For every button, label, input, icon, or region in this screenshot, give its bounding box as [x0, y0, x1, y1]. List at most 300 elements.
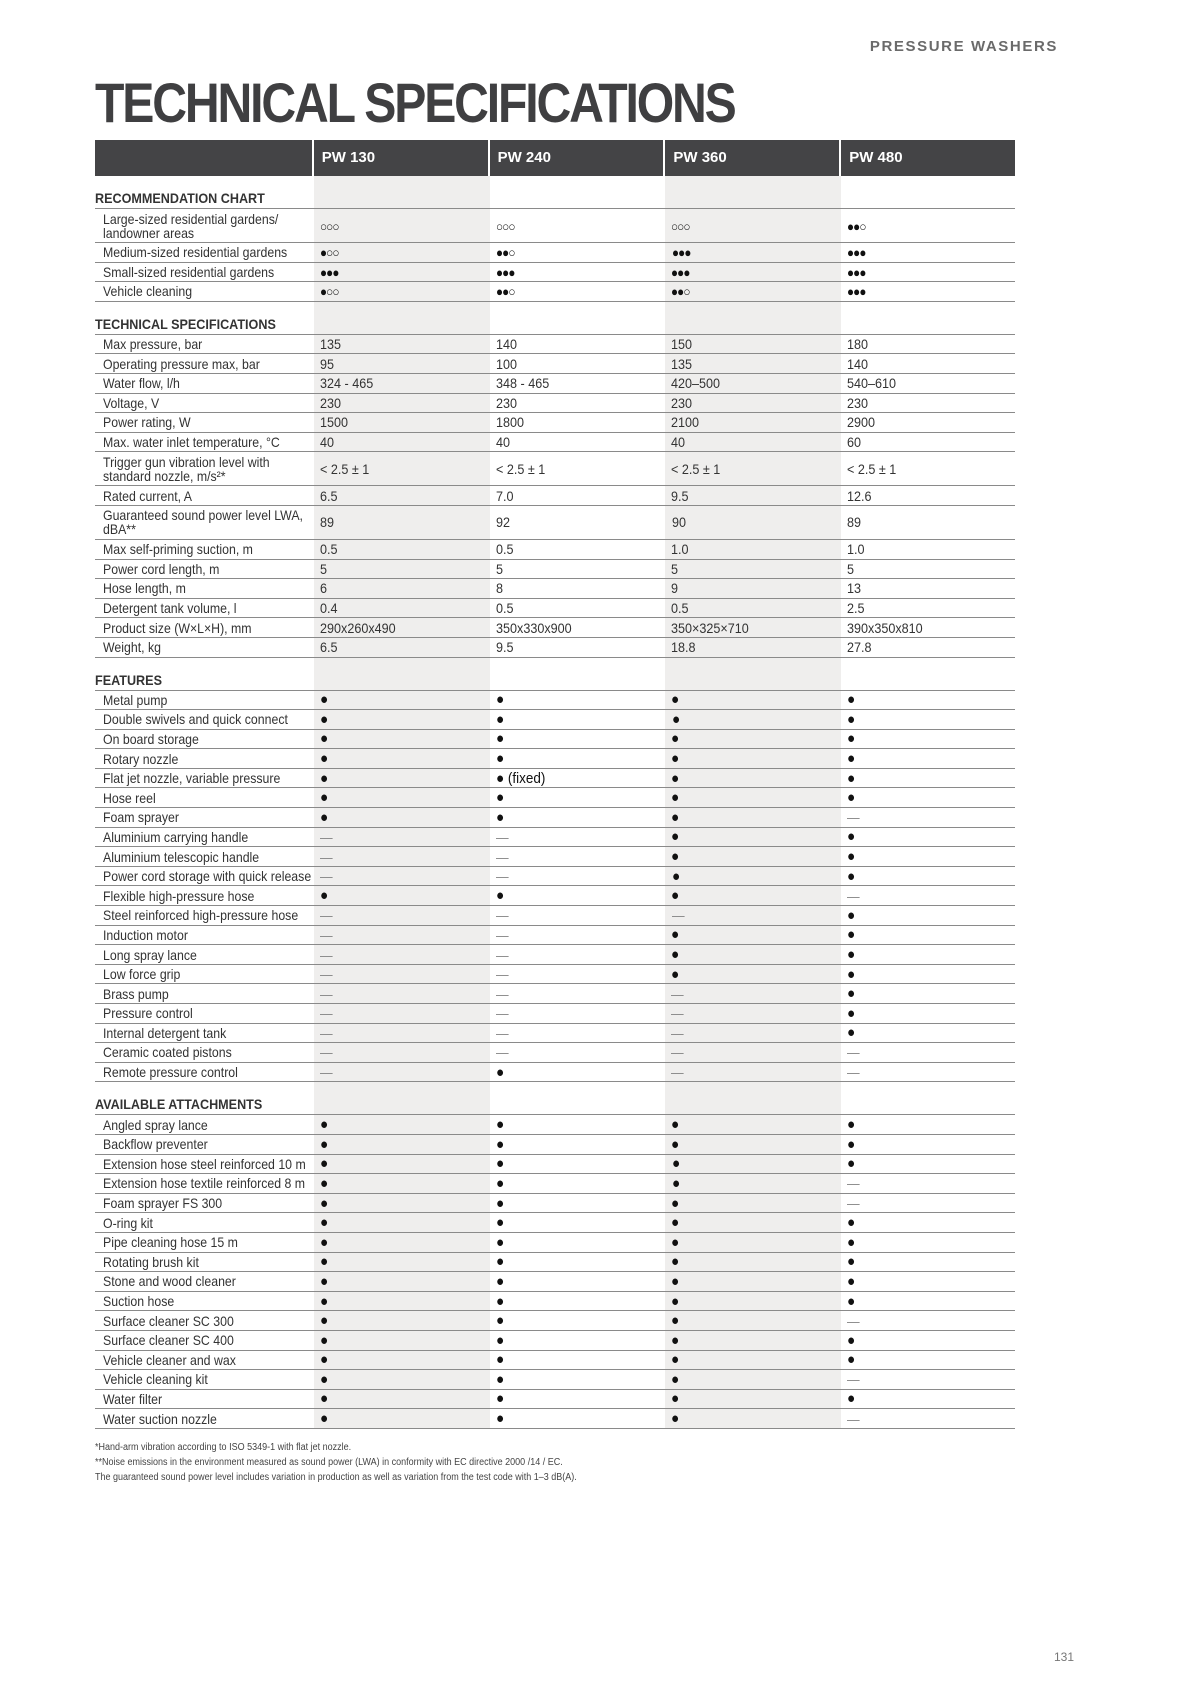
cell-pw-240 [488, 1025, 664, 1041]
table-row [95, 1370, 1015, 1390]
table-row [95, 1043, 1015, 1063]
row-label [95, 1157, 312, 1171]
cell-pw-480 [839, 750, 1015, 767]
row-label-text: Steel reinforced high-pressure hose [103, 907, 299, 924]
table-row [95, 1331, 1015, 1351]
available-dot-icon: ● [847, 769, 856, 787]
cell-pw-480 [839, 580, 1015, 596]
not-available-dash-icon: — [319, 1005, 333, 1022]
available-dot-icon: ● [671, 1233, 680, 1251]
available-dot-icon: ● [847, 750, 856, 768]
row-label [95, 245, 312, 259]
table-row [95, 638, 1015, 658]
section-tag: PRESSURE WASHERS [869, 38, 1058, 55]
available-dot-icon: ● [671, 1155, 680, 1173]
table-row [95, 1213, 1015, 1233]
available-dot-icon: ● [319, 1370, 328, 1388]
cell-pw-240 [488, 849, 664, 865]
cell-pw-240 [488, 887, 664, 904]
rating-dots-icon: ●●● [847, 264, 866, 280]
cell-pw-240 [488, 750, 664, 767]
available-dot-icon: ● [847, 1155, 856, 1173]
spec-value: 9 [671, 580, 679, 597]
table-header [95, 140, 1015, 176]
cell-pw-480 [839, 1214, 1015, 1231]
row-label [95, 601, 312, 615]
cell-pw-240 [488, 434, 664, 450]
cell-pw-240 [488, 730, 664, 747]
available-dot-icon: ● [319, 808, 328, 826]
cell-pw-130 [312, 1116, 488, 1133]
row-label [95, 337, 312, 351]
spec-value: 1500 [319, 414, 348, 431]
not-available-dash-icon: — [495, 1024, 509, 1041]
not-available-dash-icon: — [671, 1005, 684, 1022]
cell-pw-480 [839, 600, 1015, 616]
row-label [95, 212, 312, 240]
cell-pw-360 [663, 264, 839, 280]
cell-pw-130 [312, 561, 488, 577]
spec-value: 2100 [671, 414, 700, 431]
spec-value: 12.6 [847, 487, 872, 504]
cell-pw-360 [663, 809, 839, 826]
row-label-text: Small-sized residential gardens [103, 263, 275, 280]
spec-value: 0.5 [495, 541, 514, 558]
cell-pw-130 [312, 375, 488, 391]
available-dot-icon: ● [319, 1116, 328, 1134]
available-dot-icon: ● [319, 1194, 328, 1212]
row-label [95, 1274, 312, 1288]
cell-pw-240 [488, 1175, 664, 1192]
available-dot-icon: ● [319, 1292, 328, 1310]
group-title-text: AVAILABLE ATTACHMENTS [95, 1096, 263, 1113]
cell-pw-130 [312, 1390, 488, 1407]
group-title-text: TECHNICAL SPECIFICATIONS [95, 315, 276, 332]
spec-value: < 2.5 ± 1 [847, 460, 897, 477]
not-available-dash-icon: — [320, 907, 333, 924]
spec-value: 40 [671, 434, 686, 451]
cell-pw-130 [312, 1155, 488, 1172]
row-label-text: Brass pump [103, 985, 169, 1002]
row-label [95, 376, 312, 390]
available-dot-icon: ● [671, 1253, 680, 1271]
cell-pw-360 [663, 1234, 839, 1251]
rating-dots-icon: ●●○ [495, 245, 515, 261]
available-dot-icon: ● [495, 1194, 504, 1212]
cell-pw-360 [663, 1195, 839, 1212]
row-label-line: Guaranteed sound power level LWA, [103, 507, 303, 524]
spec-value: 1.0 [847, 541, 865, 558]
cell-pw-240 [488, 514, 664, 530]
spec-value: 135 [319, 336, 341, 353]
spec-value: 2900 [847, 414, 876, 431]
cell-pw-130 [312, 414, 488, 430]
cell-pw-240 [488, 986, 664, 1002]
available-dot-icon: ● [671, 1135, 680, 1153]
row-label [95, 810, 312, 824]
cell-pw-240 [488, 414, 664, 430]
spec-value: 6.5 [319, 487, 338, 504]
header-blank [95, 140, 312, 176]
page-number: 131 [1053, 1650, 1074, 1664]
available-dot-icon: ● [320, 1174, 329, 1192]
spec-value: 100 [495, 355, 517, 372]
spec-value: 540–610 [847, 375, 897, 392]
available-dot-icon: ● [495, 1331, 504, 1349]
table-row [95, 1311, 1015, 1331]
cell-pw-130 [312, 218, 488, 234]
row-label [95, 455, 312, 483]
available-dot-icon: ● [847, 906, 856, 924]
rating-dots-icon: ○○○ [319, 218, 339, 234]
available-dot-icon: ● [319, 1410, 328, 1428]
row-label [95, 1137, 312, 1151]
row-label [95, 508, 312, 536]
available-dot-icon: ● [847, 1004, 856, 1022]
cell-pw-240 [488, 1064, 664, 1081]
spec-value: 92 [495, 514, 510, 531]
table-row [95, 263, 1015, 283]
table-row [95, 506, 1015, 540]
rating-dots-icon: ○○○ [495, 218, 515, 234]
cell-pw-360 [663, 1410, 839, 1427]
cell-pw-480 [839, 375, 1015, 391]
spec-value: 0.5 [671, 600, 689, 617]
available-dot-icon: ● [671, 1116, 680, 1134]
not-available-dash-icon: — [495, 848, 509, 865]
table-row [95, 1390, 1015, 1410]
cell-pw-480 [839, 1136, 1015, 1153]
table-body [95, 176, 1015, 1429]
table-row [95, 749, 1015, 769]
available-dot-icon: ● [671, 1272, 680, 1290]
cell-pw-360 [663, 283, 839, 299]
available-dot-icon: ● [847, 1331, 856, 1349]
row-label-text: Weight, kg [103, 639, 161, 656]
row-label [95, 1045, 312, 1059]
cell-pw-480 [839, 488, 1015, 504]
cell-pw-360 [663, 789, 839, 806]
cell-pw-240 [488, 1332, 664, 1349]
cell-pw-480 [839, 1351, 1015, 1368]
cell-pw-480 [839, 1371, 1015, 1387]
available-dot-icon: ● [671, 965, 680, 983]
available-dot-icon: ● [320, 710, 329, 728]
available-dot-icon: ● [319, 1390, 328, 1408]
cell-pw-360 [663, 926, 839, 943]
table-row [95, 906, 1015, 926]
row-label [95, 908, 312, 922]
row-label [95, 1372, 312, 1386]
cell-pw-240 [488, 1195, 664, 1212]
spec-value: 89 [320, 514, 335, 531]
available-dot-icon: ● [671, 789, 680, 807]
cell-pw-130 [312, 750, 488, 767]
cell-pw-360 [663, 1273, 839, 1290]
not-available-dash-icon: — [495, 868, 509, 885]
table-row [95, 209, 1015, 243]
spec-value: 9.5 [671, 487, 689, 504]
spec-value: 5 [495, 560, 503, 577]
cell-pw-480 [839, 1332, 1015, 1349]
available-dot-icon: ● (fixed) [495, 769, 545, 787]
cell-pw-130 [312, 907, 488, 923]
available-dot-icon: ● [319, 691, 328, 709]
available-dot-icon: ● [671, 828, 680, 846]
available-dot-icon: ● [319, 1312, 328, 1330]
cell-pw-130 [312, 264, 488, 280]
cell-pw-130 [312, 1332, 488, 1349]
row-label-text: Ceramic coated pistons [103, 1044, 232, 1061]
not-available-dash-icon: — [319, 848, 333, 865]
cell-pw-240 [488, 375, 664, 391]
not-available-dash-icon: — [495, 1044, 509, 1061]
row-label [95, 621, 312, 635]
row-label-text: Aluminium telescopic handle [103, 848, 260, 865]
cell-pw-130 [312, 395, 488, 411]
table-row [95, 433, 1015, 453]
cell-pw-480 [839, 770, 1015, 787]
cell-pw-240 [488, 600, 664, 616]
available-dot-icon: ● [671, 691, 680, 709]
cell-pw-360 [664, 1175, 840, 1192]
available-dot-icon: ● [495, 1351, 504, 1369]
cell-pw-130 [312, 283, 488, 299]
cell-pw-480 [839, 1155, 1015, 1172]
row-label [95, 1314, 312, 1328]
not-available-dash-icon: — [847, 1044, 860, 1061]
row-label-text: Flat jet nozzle, variable pressure [103, 770, 281, 787]
cell-pw-240 [488, 561, 664, 577]
spec-value: 290x260x490 [319, 619, 396, 636]
table-row [95, 1233, 1015, 1253]
row-label [95, 562, 312, 576]
table-row [95, 867, 1015, 887]
table-row [95, 374, 1015, 394]
cell-pw-480 [839, 946, 1015, 963]
cell-pw-360 [664, 907, 840, 923]
cell-pw-240 [488, 711, 664, 728]
not-available-dash-icon: — [847, 1064, 860, 1081]
cell-pw-240 [488, 1273, 664, 1290]
cell-pw-480 [839, 711, 1015, 728]
row-label-line: standard nozzle, m/s²* [103, 467, 226, 484]
cell-pw-480 [839, 966, 1015, 983]
table-row [95, 1253, 1015, 1273]
available-dot-icon: ● [847, 1292, 856, 1310]
cell-pw-240 [488, 336, 664, 352]
table-row [95, 579, 1015, 599]
cell-pw-480 [839, 1195, 1015, 1211]
cell-pw-240 [488, 244, 664, 260]
cell-pw-130 [312, 1293, 488, 1310]
row-label-text: Max self-priming suction, m [103, 541, 253, 558]
row-label-text: Max. water inlet temperature, °C [103, 434, 280, 451]
row-label-text: Extension hose steel reinforced 10 m [103, 1155, 306, 1172]
cell-pw-130 [312, 1351, 488, 1368]
not-available-dash-icon: — [319, 828, 333, 845]
cell-pw-130 [312, 639, 488, 655]
available-dot-icon: ● [495, 1253, 504, 1271]
spec-value: 350x330x900 [495, 619, 572, 636]
table-row [95, 1292, 1015, 1312]
row-label-text: Stone and wood cleaner [103, 1273, 236, 1290]
cell-pw-240 [488, 1116, 664, 1133]
available-dot-icon: ● [847, 946, 856, 964]
cell-pw-130 [312, 1136, 488, 1153]
spec-value: 8 [495, 580, 503, 597]
cell-pw-130 [312, 580, 488, 596]
cell-pw-130 [312, 1273, 488, 1290]
footnote-noise: **Noise emissions in the environment measured as sound power (LWA) in conformity with EC directive 2000 /14 / EC. [95, 1457, 563, 1468]
cell-pw-360 [663, 336, 839, 352]
row-label-text: Double swivels and quick connect [103, 711, 288, 728]
cell-pw-130 [312, 947, 488, 963]
available-dot-icon: ● [671, 808, 680, 826]
cell-pw-480 [839, 809, 1015, 825]
cell-pw-240 [488, 1293, 664, 1310]
cell-pw-240 [488, 809, 664, 826]
row-label-text: Foam sprayer [103, 809, 179, 826]
row-label [95, 1118, 312, 1132]
cell-pw-360 [663, 1136, 839, 1153]
table-row [95, 886, 1015, 906]
spec-value: 9.5 [495, 639, 514, 656]
row-label-text: On board storage [103, 730, 199, 747]
cell-pw-130 [312, 1234, 488, 1251]
cell-pw-480 [839, 1273, 1015, 1290]
cell-pw-130 [312, 514, 488, 530]
cell-pw-130 [312, 244, 488, 260]
cell-pw-360 [663, 1293, 839, 1310]
row-label [95, 1026, 312, 1040]
cell-pw-480 [839, 461, 1015, 477]
row-label-text: Hose reel [103, 789, 156, 806]
available-dot-icon: ● [671, 1351, 680, 1369]
not-available-dash-icon: — [319, 926, 333, 943]
table-row [95, 1115, 1015, 1135]
cell-pw-240 [488, 1312, 664, 1329]
cell-pw-360 [663, 620, 839, 636]
cell-pw-360 [663, 986, 839, 1002]
available-dot-icon: ● [495, 789, 504, 807]
table-row [95, 486, 1015, 506]
cell-pw-360 [663, 1214, 839, 1231]
spec-value: 0.4 [319, 600, 338, 617]
cell-pw-360 [663, 1253, 839, 1270]
not-available-dash-icon: — [671, 1064, 684, 1081]
row-label [95, 489, 312, 503]
available-dot-icon: ● [319, 789, 328, 807]
cell-pw-130 [312, 691, 488, 708]
row-label-text: Rotating brush kit [103, 1253, 199, 1270]
available-dot-icon: ● [847, 691, 856, 709]
cell-pw-480 [839, 1005, 1015, 1022]
cell-pw-130 [312, 1064, 488, 1080]
table-row [95, 1194, 1015, 1214]
cell-pw-130 [312, 887, 488, 904]
table-row [95, 1063, 1015, 1083]
row-label-text: Vehicle cleaning [103, 283, 193, 300]
row-label-text: Internal detergent tank [103, 1024, 227, 1041]
cell-pw-360 [663, 1044, 839, 1060]
table-row [95, 984, 1015, 1004]
cell-pw-240 [488, 639, 664, 655]
available-dot-icon: ● [671, 769, 680, 787]
cell-pw-480 [839, 244, 1015, 260]
cell-pw-130 [312, 770, 488, 787]
available-dot-icon: ● [319, 730, 328, 748]
row-label-text: Aluminium carrying handle [103, 828, 249, 845]
cell-pw-360 [663, 730, 839, 747]
header-model-pw360: PW 360 [663, 140, 839, 176]
cell-pw-240 [488, 770, 664, 787]
available-dot-icon: ● [671, 887, 680, 905]
group-title-available-attachments [95, 1082, 1015, 1115]
cell-pw-360 [663, 1312, 839, 1329]
spec-value: < 2.5 ± 1 [495, 460, 545, 477]
cell-pw-480 [839, 1024, 1015, 1041]
table-row [95, 1272, 1015, 1292]
available-dot-icon: ● [319, 887, 328, 905]
table-row [95, 1409, 1015, 1429]
cell-pw-480 [839, 620, 1015, 636]
cell-pw-130 [312, 1175, 488, 1192]
cell-pw-240 [488, 789, 664, 806]
cell-pw-480 [839, 1253, 1015, 1270]
table-row [95, 965, 1015, 985]
cell-pw-360 [663, 580, 839, 596]
rating-dots-icon: ●●● [495, 264, 515, 280]
row-label [95, 1255, 312, 1269]
row-label [95, 752, 312, 766]
cell-pw-360 [663, 488, 839, 504]
available-dot-icon: ● [319, 1351, 328, 1369]
row-label [95, 1065, 312, 1079]
rating-dots-icon: ●●● [671, 245, 691, 261]
cell-pw-360 [664, 514, 840, 530]
cell-pw-480 [839, 336, 1015, 352]
available-dot-icon: ● [319, 1214, 328, 1232]
available-dot-icon: ● [495, 1174, 504, 1192]
row-label [95, 640, 312, 654]
table-row [95, 394, 1015, 414]
cell-pw-480 [839, 283, 1015, 299]
row-label [95, 869, 312, 883]
spec-value: 6.5 [319, 639, 338, 656]
row-label [95, 928, 312, 942]
cell-pw-240 [488, 541, 664, 557]
available-dot-icon: ● [847, 789, 856, 807]
row-label [95, 791, 312, 805]
table-row [95, 243, 1015, 263]
cell-pw-480 [839, 1175, 1015, 1191]
row-label [95, 1235, 312, 1249]
available-dot-icon: ● [847, 965, 856, 983]
spec-value: 27.8 [847, 639, 872, 656]
table-row [95, 945, 1015, 965]
cell-pw-360 [663, 414, 839, 430]
cell-pw-480 [839, 1411, 1015, 1427]
spec-value: 5 [847, 560, 855, 577]
not-available-dash-icon: — [319, 985, 333, 1002]
cell-pw-130 [312, 356, 488, 372]
cell-pw-130 [312, 1253, 488, 1270]
table-row [95, 788, 1015, 808]
cell-pw-240 [488, 1234, 664, 1251]
row-label-text: Pressure control [103, 1005, 193, 1022]
cell-pw-240 [488, 1390, 664, 1407]
